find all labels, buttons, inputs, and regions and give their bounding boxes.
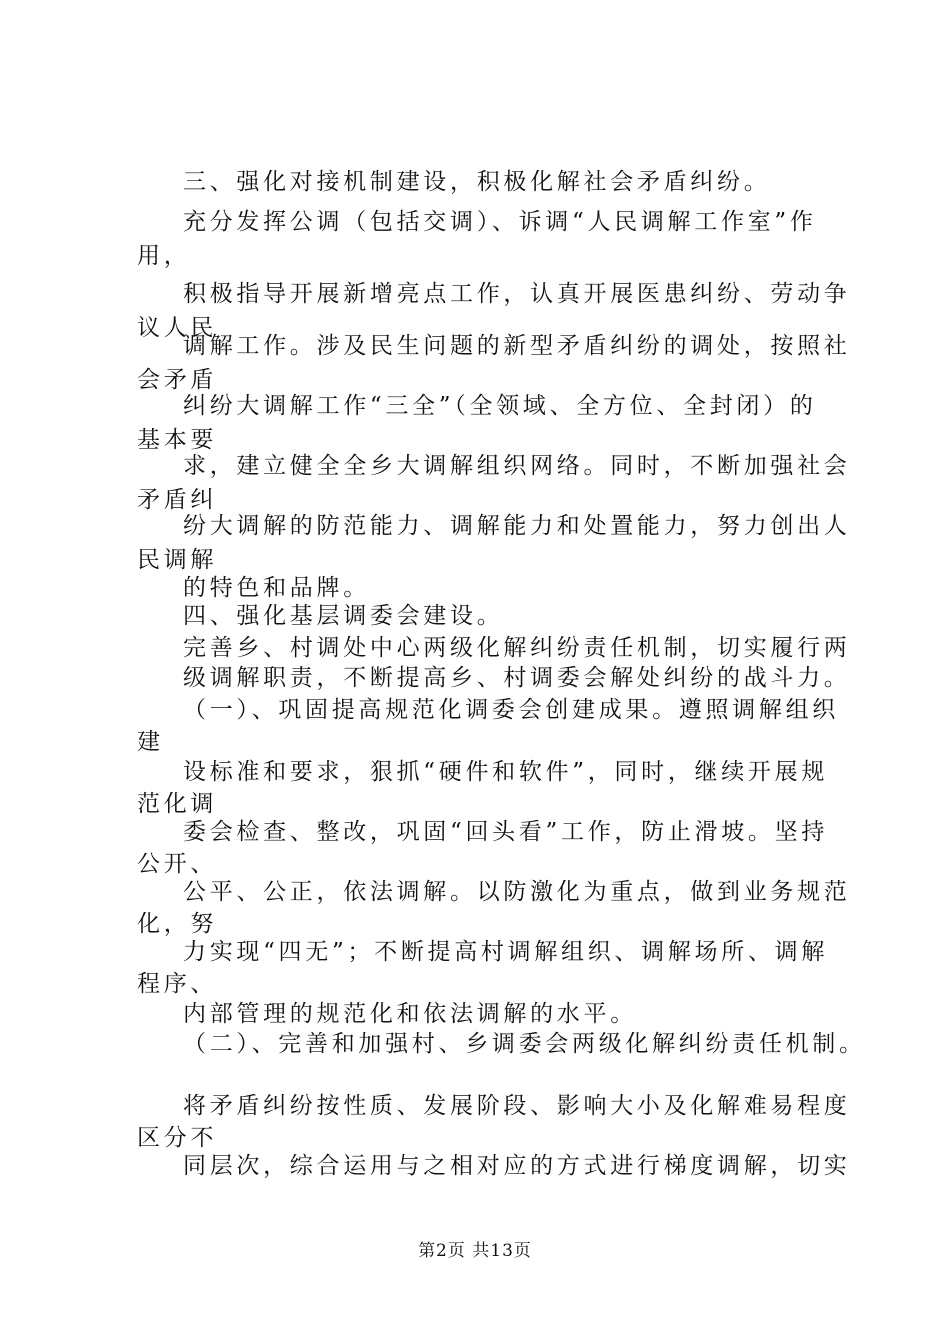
text-line: 用， [137, 243, 191, 269]
text-line: （一）、巩固提高规范化调委会创建成果。遵照调解组织 [183, 697, 839, 723]
text-line: 化，努 [137, 911, 218, 937]
text-line: 范化调 [137, 791, 218, 817]
text-line: 公平、公正，依法调解。以防激化为重点，做到业务规范 [183, 879, 851, 905]
text-line: 求，建立健全全乡大调解组织网络。同时，不断加强社会 [183, 453, 851, 479]
text-line: 充分发挥公调（包括交调）、诉调“人民调解工作室”作 [183, 209, 817, 235]
text-line: 力实现“四无”；不断提高村调解组织、调解场所、调解 [183, 939, 829, 965]
text-line: 四、强化基层调委会建设。 [183, 603, 504, 629]
text-line: 民调解 [137, 547, 218, 573]
text-line: 议人民 [137, 315, 218, 341]
text-line: 积极指导开展新增亮点工作，认真开展医患纠纷、劳动争 [183, 281, 851, 307]
text-line: 纷大调解的防范能力、调解能力和处置能力，努力创出人 [183, 513, 851, 539]
text-line: 级调解职责，不断提高乡、村调委会解处纠纷的战斗力。 [183, 665, 851, 691]
page-number: 第2页 共13页 [418, 1241, 532, 1261]
text-line: 同层次，综合运用与之相对应的方式进行梯度调解，切实 [183, 1153, 851, 1179]
text-line: 设标准和要求，狠抓“硬件和软件”，同时，继续开展规 [183, 759, 829, 785]
text-line: 三、强化对接机制建设，积极化解社会矛盾纠纷。 [183, 169, 771, 195]
text-line: 内部管理的规范化和依法调解的水平。 [183, 1001, 637, 1027]
text-line: 会矛盾 [137, 367, 218, 393]
text-line: 公开、 [137, 851, 218, 877]
text-line: 将矛盾纠纷按性质、发展阶段、影响大小及化解难易程度 [183, 1093, 851, 1119]
text-line: 委会检查、整改，巩固“回头看”工作，防止滑坡。坚持 [183, 819, 829, 845]
text-line: 纠纷大调解工作“三全”（全领域、全方位、全封闭）的 [183, 393, 817, 419]
text-line: 完善乡、村调处中心两级化解纠纷责任机制，切实履行两 [183, 635, 851, 661]
text-line: 基本要 [137, 427, 218, 453]
text-line: 调解工作。涉及民生问题的新型矛盾纠纷的调处，按照社 [183, 333, 851, 359]
text-line: （二）、完善和加强村、乡调委会两级化解纠纷责任机制。 [183, 1031, 866, 1057]
text-line: 建 [137, 729, 164, 755]
text-line: 区分不 [137, 1125, 218, 1151]
text-line: 矛盾纠 [137, 487, 218, 513]
text-line: 程序、 [137, 971, 218, 997]
text-line: 的特色和品牌。 [183, 575, 370, 601]
